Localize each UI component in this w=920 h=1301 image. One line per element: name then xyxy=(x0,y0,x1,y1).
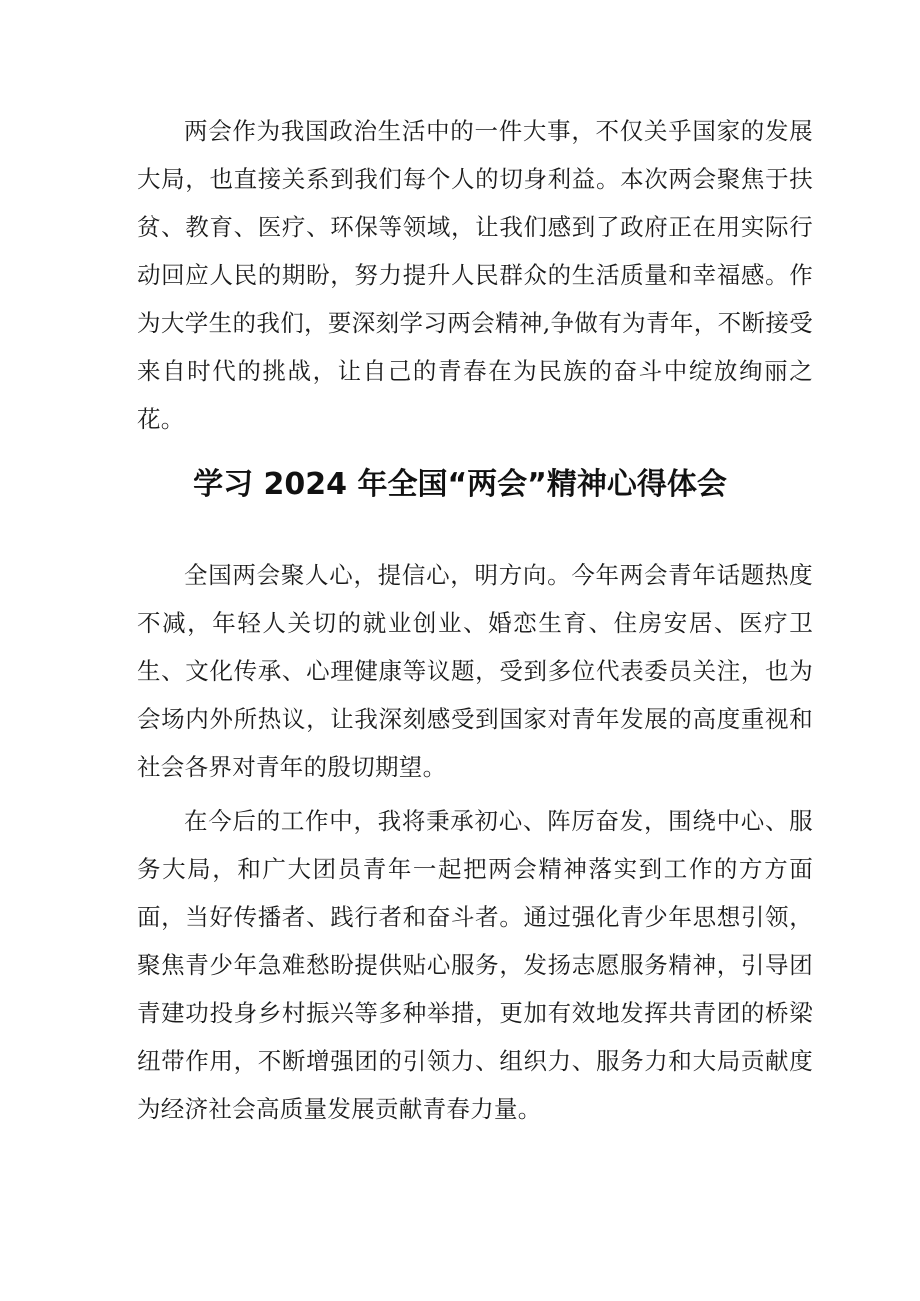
body-paragraph-2: 在今后的工作中，我将秉承初心、阵厉奋发，围绕中心、服务大局，和广大团员青年一起把两会精神落实到工作的方方面面，当好传播者、践行者和奋斗者。通过强化青少年思想引领，聚焦青少年急难愁盼提供贴心服务，发扬志愿服务精神，引导团青建功投身乡村振兴等多种举措，更加有效地发挥共青团的桥梁纽带作用，不断增强团的引领力、组织力、服务力和大局贡献度为经济社会高质量发展贡献青春力量。 xyxy=(137,807,813,1123)
intro-paragraph: 两会作为我国政治生活中的一件大事，不仅关乎国家的发展大局，也直接关系到我们每个人的切身利益。本次两会聚焦于扶贫、教育、医疗、环保等领域，让我们感到了政府正在用实际行动回应人民的期盼，努力提升人民群众的生活质量和幸福感。作为大学生的我们，要深刻学习两会精神,争做有为青年，不断接受来自时代的挑战，让自己的青春在为民族的奋斗中绽放绚丽之花。 xyxy=(137,117,813,433)
page-title: 学习 2024 年全国“两会”精神心得体会 xyxy=(193,467,727,502)
body-paragraph-1: 全国两会聚人心，提信心，明方向。今年两会青年话题热度不减，年轻人关切的就业创业、婚恋生育、住房安居、医疗卫生、文化传承、心理健康等议题，受到多位代表委员关注，也为会场内外所热议，让我深刻感受到国家对青年发展的高度重视和社会各界对青年的殷切期望。 xyxy=(137,561,813,781)
